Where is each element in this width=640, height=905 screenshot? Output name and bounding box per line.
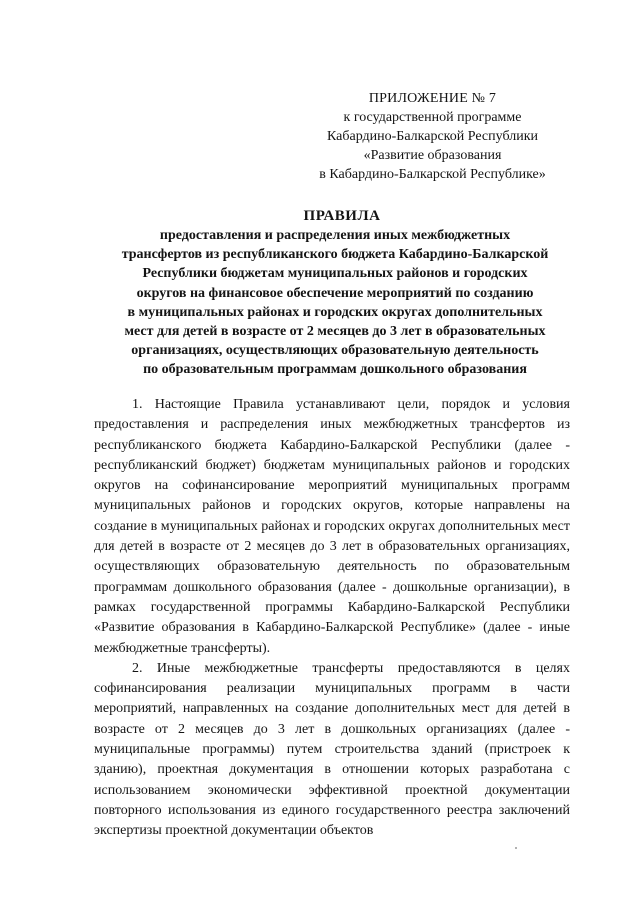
paragraph-2: 2. Иные межбюджетные трансферты предоставляются в целях софинансирования реализации муниципальных программ в части мероприятий, направленных на создание дополнительных мест для детей в возрасте от 2 месяцев до 3 лет в дошкольных организациях (далее - муниципальные программы) путем строительства зданий (пристроек к зданию), проектная документация в отношении которых разработана с использованием экономически эффективной проектной документации повторного использования из единого государственного реестра заключений экспертизы проектной документации объектов [94,660,570,839]
document-body [94,395,570,842]
appendix-line: к государственной программе [343,110,522,125]
appendix-title: ПРИЛОЖЕНИЕ № 7 [368,91,497,106]
rules-subtitle-line: по образовательным программам дошкольного образования [143,362,527,378]
rules-subtitle-line: в муниципальных районах и городских округах дополнительных [127,304,543,320]
rules-subtitle [80,226,590,380]
rules-subtitle-line: трансфертов из республиканского бюджета Кабардино-Балкарской [121,247,549,263]
rules-subtitle-line: мест для детей в возрасте от 2 месяцев до 3 лет в образовательных [124,324,546,340]
appendix-line: Кабардино-Балкарской Республики [327,129,538,144]
appendix-header [300,89,565,184]
scan-speck [515,847,517,849]
rules-subtitle-line: округов на финансовое обеспечение мероприятий по созданию [136,285,534,301]
rules-title: ПРАВИЛА [303,208,381,224]
rules-subtitle-line: организациях, осуществляющих образовательную деятельность [131,343,539,359]
appendix-line: «Развитие образования [363,148,502,163]
paragraph-1: 1. Настоящие Правила устанавливают цели, порядок и условия предоставления и распределения иных межбюджетных трансфертов из республиканского бюджета Кабардино-Балкарской Республики (далее - республиканский бюджет) бюджетам муниципальных районов и городских округов на софинансирование мероприятий муниципальных программ муниципальных районов и городских округов, которые направлены на создание в муниципальных районах и городских округах дополнительных мест для детей в возрасте от 2 месяцев до 3 лет в образовательных организациях, осуществляющих образовательную деятельность по образовательным программам дошкольного образования (далее - дошкольные организации), в рамках государственной программы Кабардино-Балкарской Республики «Развитие образования в Кабардино-Балкарской Республике» (далее - иные межбюджетные трансферты). [94,397,570,656]
rules-subtitle-line: предоставления и распределения иных межбюджетных [159,228,511,243]
rules-subtitle-line: Республики бюджетам муниципальных районов и городских [142,266,528,282]
appendix-line: в Кабардино-Балкарской Республике» [319,167,546,182]
